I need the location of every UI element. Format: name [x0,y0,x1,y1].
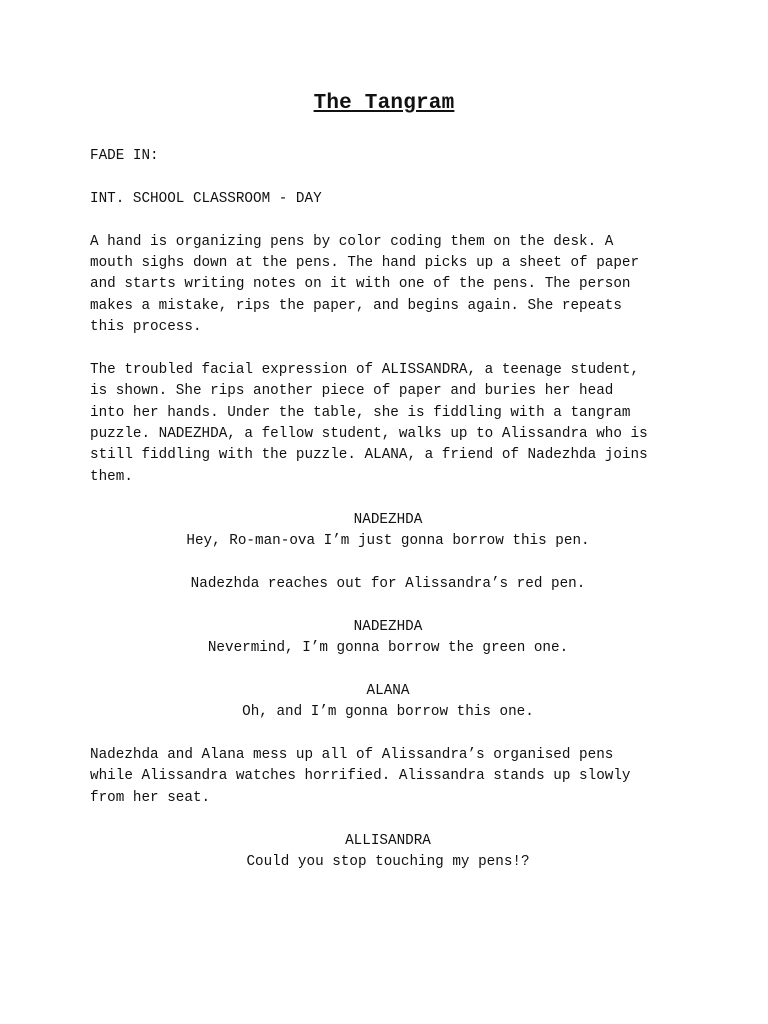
character-name: NADEZHDA [353,618,423,635]
action-line: is shown. She rips another piece of paper and buries her head [90,383,614,400]
action-line: puzzle. NADEZHDA, a fellow student, walks up to Alissandra who is [90,426,648,443]
character-name: ALLISANDRA [345,832,431,849]
character-name: ALANA [366,682,410,699]
scene-heading: INT. SCHOOL CLASSROOM - DAY [90,190,322,207]
action-paragraph-2 [90,360,690,488]
action-line: mouth sighs down at the pens. The hand picks up a sheet of paper [90,254,640,271]
dialogue-line: Hey, Ro-man-ova I’m just gonna borrow this pen. [186,533,590,550]
action-line: makes a mistake, rips the paper, and begins again. She repeats [90,297,622,314]
dialogue-line: Could you stop touching my pens!? [246,853,530,870]
action-line: and starts writing notes on it with one of the pens. The person [90,276,631,293]
action-line: this process. [90,319,202,336]
action-line: A hand is organizing pens by color coding them on the desk. A [90,233,614,250]
dialogue-line: Oh, and I’m gonna borrow this one. [242,704,534,721]
action-line: Nadezhda and Alana mess up all of Alissandra’s organised pens [90,746,614,763]
transition-fade-in: FADE IN: [90,148,159,164]
script-body [90,146,690,873]
action-line: still fiddling with the puzzle. ALANA, a friend of Nadezhda joins [90,447,648,464]
action-paragraph-1 [90,232,690,339]
action-line: them. [90,468,133,485]
script-title: The Tangram [313,92,455,115]
dialogue-line: Nevermind, I’m gonna borrow the green one. [207,639,569,656]
action-paragraph-4 [90,745,690,809]
character-name: NADEZHDA [353,511,423,528]
action-line: while Alissandra watches horrified. Alissandra stands up slowly [90,768,631,785]
action-line-centered: Nadezhda reaches out for Alissandra’s red pen. [190,575,586,592]
action-line: into her hands. Under the table, she is fiddling with a tangram [90,404,631,421]
action-line: from her seat. [90,789,211,806]
action-line: The troubled facial expression of ALISSANDRA, a teenage student, [90,361,640,378]
